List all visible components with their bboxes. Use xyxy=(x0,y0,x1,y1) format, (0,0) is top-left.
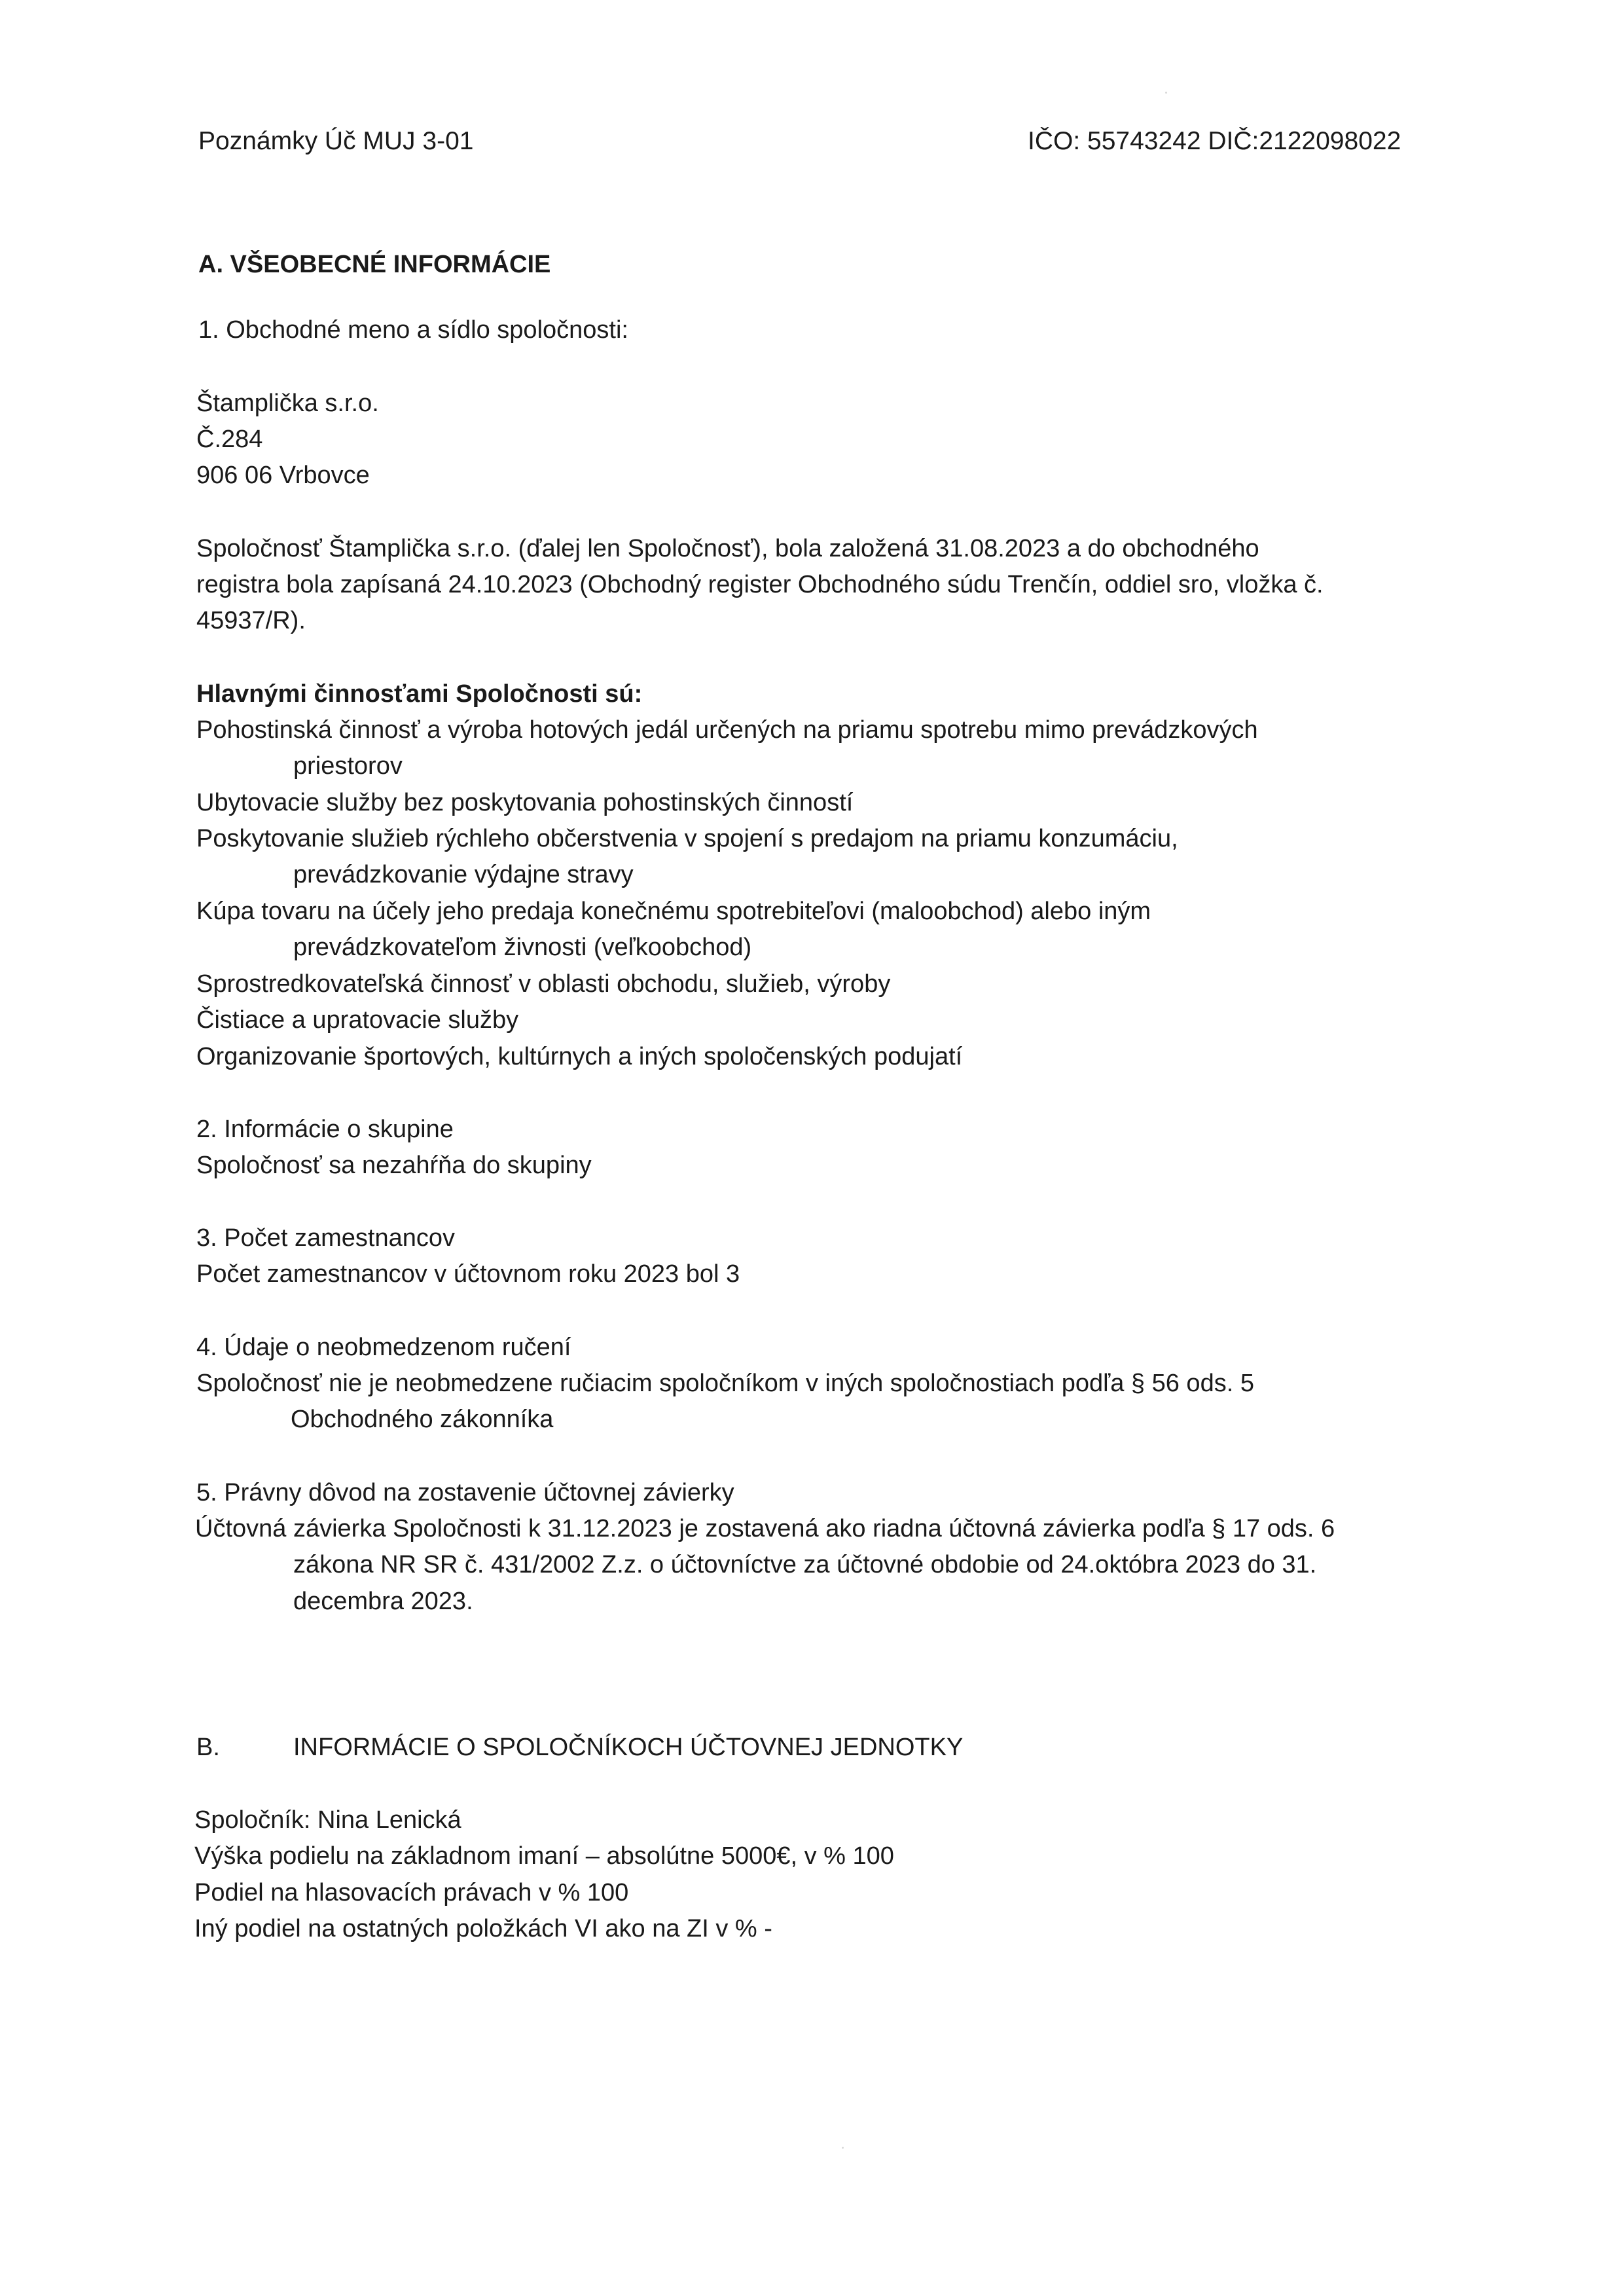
partner-line: Podiel na hlasovacích právach v % 100 xyxy=(194,1879,629,1906)
description-line: Spoločnosť Štamplička s.r.o. (ďalej len Spoločnosť), bola založená 31.08.2023 a do obchodného xyxy=(196,535,1259,562)
activity-item: Organizovanie športových, kultúrnych a iných spoločenských podujatí xyxy=(196,1043,963,1070)
item3-text: Počet zamestnancov v účtovnom roku 2023 bol 3 xyxy=(196,1260,740,1288)
item3-heading: 3. Počet zamestnancov xyxy=(196,1224,455,1252)
item2-text: Spoločnosť sa nezahŕňa do skupiny xyxy=(196,1152,592,1179)
item5-line-continuation: decembra 2023. xyxy=(293,1588,473,1615)
item2-heading: 2. Informácie o skupine xyxy=(196,1116,454,1143)
item4-line: Spoločnosť nie je neobmedzene ručiacim spoločníkom v iných spoločnostiach podľa § 56 ods. 5 xyxy=(196,1370,1254,1397)
header-form-code: Poznámky Úč MUJ 3-01 xyxy=(198,127,474,155)
item5-line: Účtovná závierka Spoločnosti k 31.12.2023 je zostavená ako riadna účtovná závierka podľa § 17 ods. 6 xyxy=(195,1515,1335,1542)
activity-item-continuation: prevádzkovanie výdajne stravy xyxy=(293,861,634,888)
activity-item-continuation: prevádzkovateľom živnosti (veľkoobchod) xyxy=(293,934,752,961)
section-b-title: INFORMÁCIE O SPOLOČNÍKOCH ÚČTOVNEJ JEDNOTKY xyxy=(293,1734,964,1761)
item5-line-continuation: zákona NR SR č. 431/2002 Z.z. o účtovníctve za účtovné obdobie od 24.októbra 2023 do 31. xyxy=(293,1551,1317,1578)
header-company-ids: IČO: 55743242 DIČ:2122098022 xyxy=(1028,127,1401,155)
item4-line-continuation: Obchodného zákonníka xyxy=(291,1406,554,1433)
activity-item: Pohostinská činnosť a výroba hotových jedál určených na priamu spotrebu mimo prevádzkových xyxy=(196,716,1258,744)
item4-heading: 4. Údaje o neobmedzenom ručení xyxy=(196,1334,571,1361)
partner-line: Spoločník: Nina Lenická xyxy=(194,1806,461,1834)
scan-speck xyxy=(1165,92,1167,94)
activity-item: Poskytovanie služieb rýchleho občerstvenia v spojení s predajom na priamu konzumáciu, xyxy=(196,825,1178,852)
activity-item: Čistiace a upratovacie služby xyxy=(196,1006,519,1034)
activity-item: Ubytovacie služby bez poskytovania pohostinských činností xyxy=(196,789,854,816)
scan-speck xyxy=(842,2147,844,2149)
section-b-label: B. xyxy=(196,1734,220,1761)
item5-heading: 5. Právny dôvod na zostavenie účtovnej závierky xyxy=(196,1479,734,1506)
partner-line: Výška podielu na základnom imaní – absolútne 5000€, v % 100 xyxy=(194,1842,894,1870)
company-city: 906 06 Vrbovce xyxy=(196,462,370,489)
activity-item-continuation: priestorov xyxy=(293,752,403,780)
activities-heading: Hlavnými činnosťami Spoločnosti sú: xyxy=(196,680,643,708)
company-name: Štamplička s.r.o. xyxy=(196,390,379,417)
activity-item: Kúpa tovaru na účely jeho predaja konečnému spotrebiteľovi (maloobchod) alebo iným xyxy=(196,898,1151,925)
description-line: 45937/R). xyxy=(196,607,306,634)
partner-line: Iný podiel na ostatných položkách VI ako na ZI v % - xyxy=(194,1915,772,1942)
description-line: registra bola zapísaná 24.10.2023 (Obchodný register Obchodného súdu Trenčín, oddiel sro, vložka č. xyxy=(196,571,1324,598)
activity-item: Sprostredkovateľská činnosť v oblasti obchodu, služieb, výroby xyxy=(196,970,891,998)
section-a-title: A. VŠEOBECNÉ INFORMÁCIE xyxy=(198,251,551,278)
item1-heading: 1. Obchodné meno a sídlo spoločnosti: xyxy=(198,316,628,344)
company-street: Č.284 xyxy=(196,426,263,453)
